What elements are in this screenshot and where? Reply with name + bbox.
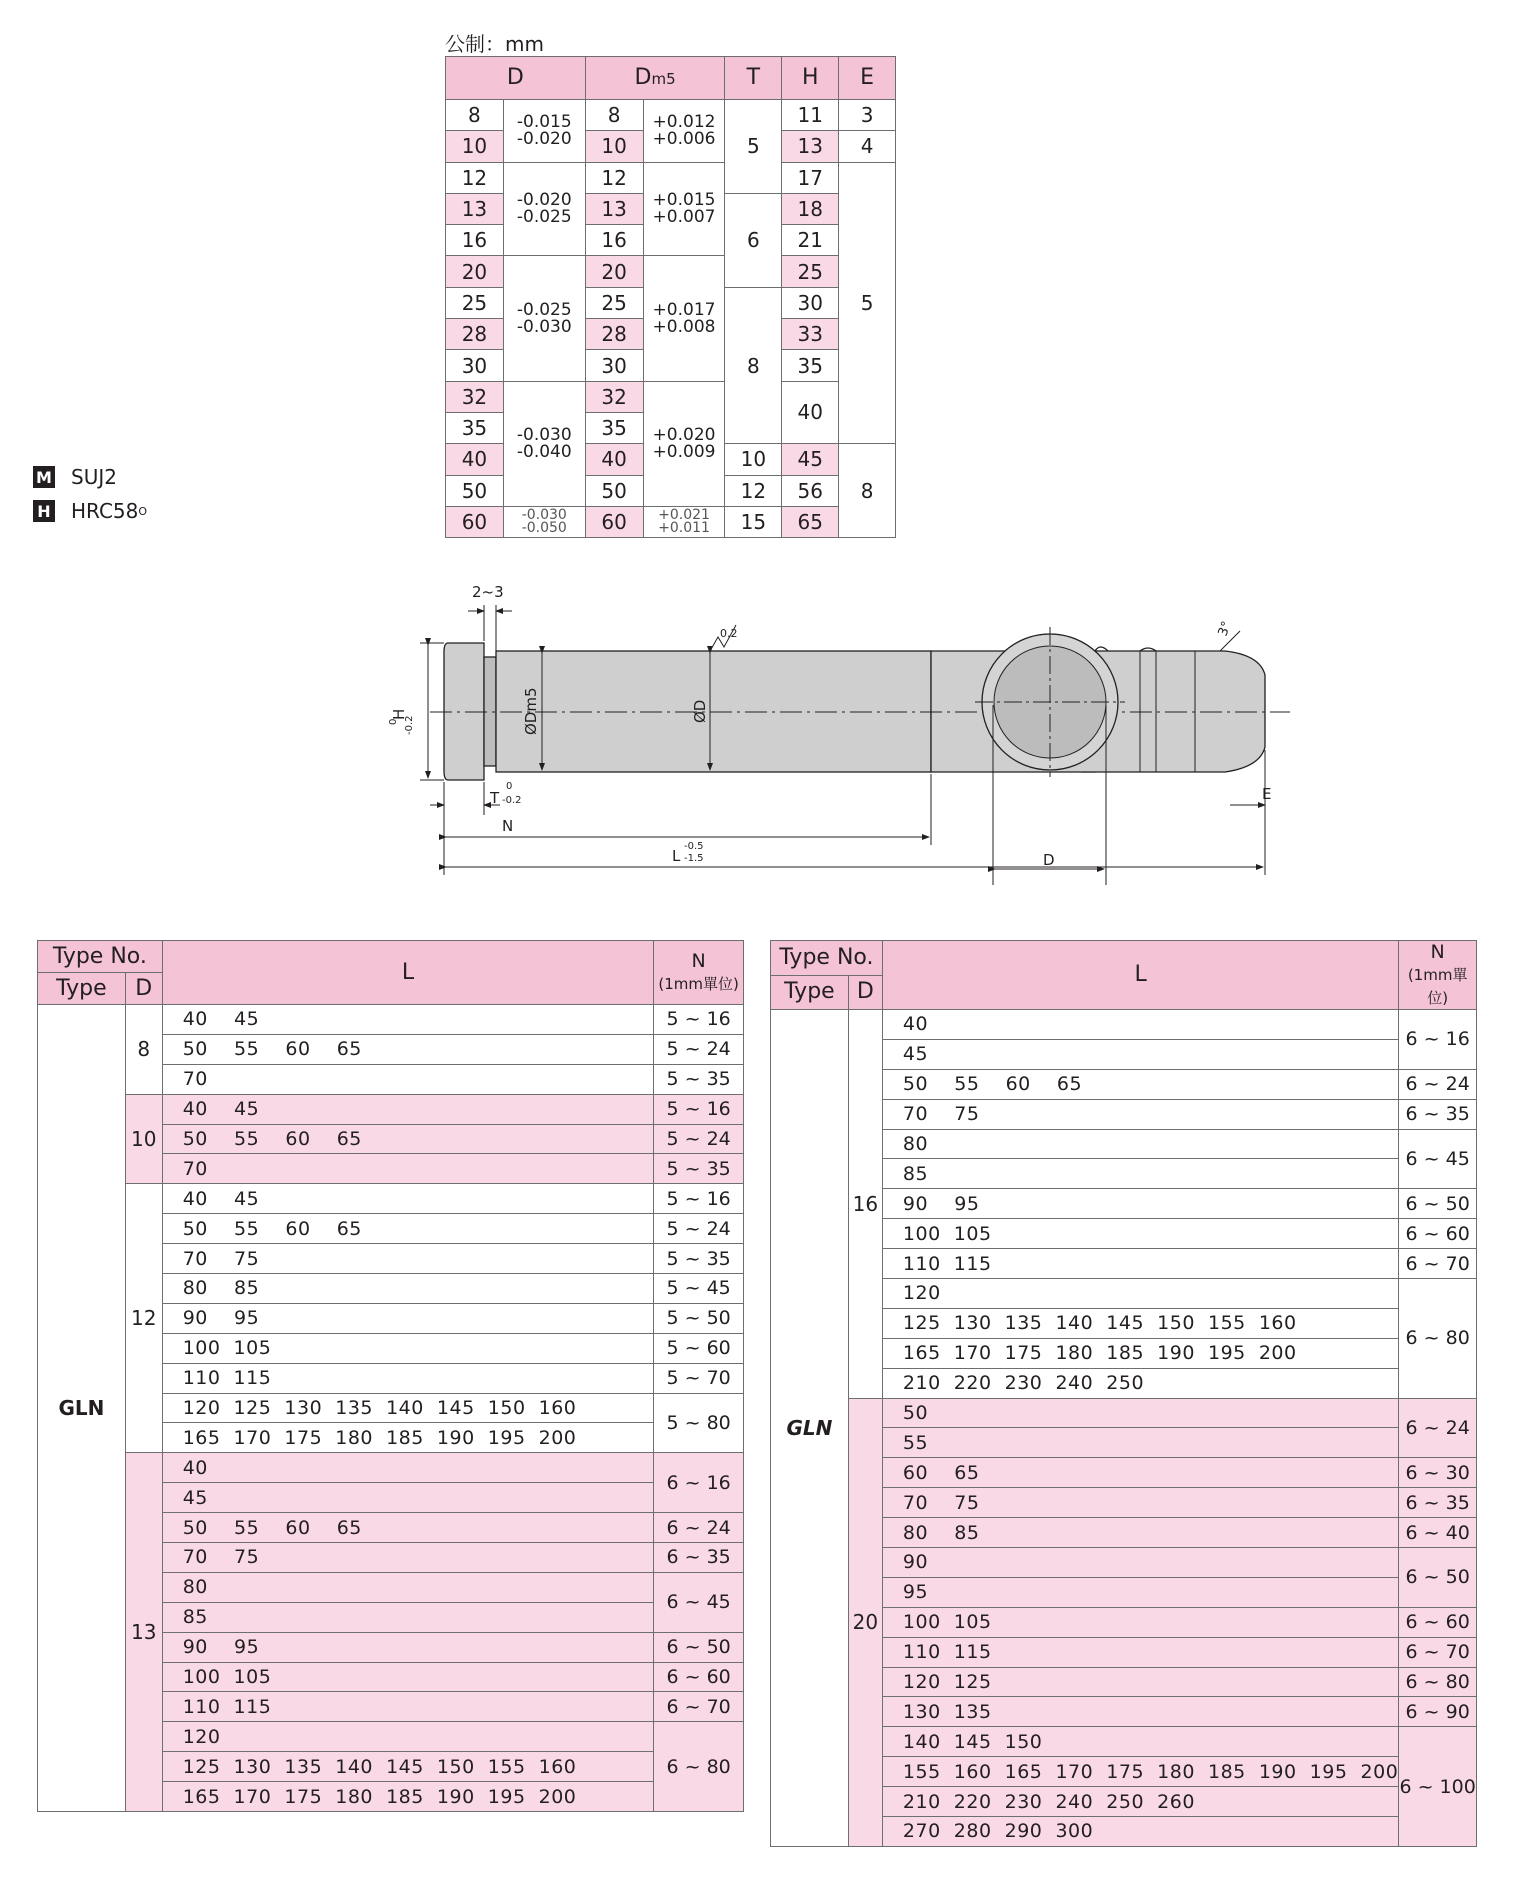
e-label: E: [1262, 785, 1272, 803]
table-row: [38, 1453, 744, 1483]
n-cell: 5 ~ 70: [654, 1363, 744, 1393]
spec-h: 35: [782, 350, 839, 381]
spec-row: [446, 162, 896, 193]
type-cell: GLN: [771, 1010, 849, 1847]
l-cell: 70: [162, 1154, 654, 1184]
spec-dm: 13: [585, 193, 643, 224]
n-cell: 6 ~ 70: [1399, 1637, 1477, 1667]
l-cell: 60 65: [882, 1458, 1398, 1488]
spec-d-tol: -0.030 -0.050: [503, 506, 585, 537]
l-label: L: [672, 847, 681, 865]
l-cell: 110 115: [882, 1249, 1398, 1279]
end-view-d-label: D: [1043, 851, 1055, 869]
spec-dm: 20: [585, 256, 643, 287]
d-cell: 12: [125, 1184, 162, 1453]
spec-row: [446, 100, 896, 131]
type-header: Type: [38, 973, 126, 1005]
l-cell: 130 135: [882, 1697, 1398, 1727]
right-size-table: [770, 940, 1477, 1847]
d-cell: 20: [848, 1398, 882, 1846]
spec-dm: 25: [585, 287, 643, 318]
spec-h: 40: [782, 381, 839, 444]
d-cell: 13: [125, 1453, 162, 1812]
l-cell: 120: [162, 1722, 654, 1752]
n-cell: 5 ~ 35: [654, 1154, 744, 1184]
n-cell: 5 ~ 50: [654, 1303, 744, 1333]
spec-row: [446, 506, 896, 537]
spec-dm: 12: [585, 162, 643, 193]
type-no-header: Type No.: [38, 941, 163, 973]
dimension-spec-table: [445, 56, 896, 538]
l-cell: 80 85: [162, 1274, 654, 1304]
dim-2-3-label: 2~3: [472, 583, 504, 601]
d-label: ØD: [691, 699, 709, 723]
spec-d: 40: [446, 444, 504, 475]
spec-h: 18: [782, 193, 839, 224]
l-cell: 80: [162, 1572, 654, 1602]
n-cell: 6 ~ 16: [654, 1453, 744, 1513]
spec-d: 20: [446, 256, 504, 287]
spec-header-e: E: [839, 57, 896, 100]
l-cell: 50 55 60 65: [162, 1214, 654, 1244]
spec-d-tol: -0.030 -0.040: [503, 381, 585, 506]
spec-t: 5: [725, 100, 782, 194]
spec-e: 4: [839, 131, 896, 162]
spec-d: 32: [446, 381, 504, 412]
spec-h: 25: [782, 256, 839, 287]
h-tol-top: 0: [388, 718, 399, 725]
spec-dm-tol: +0.021 +0.011: [643, 506, 725, 537]
l-cell: 270 280 290 300: [882, 1817, 1398, 1847]
spec-t: 8: [725, 287, 782, 443]
end-view-drawing: [975, 625, 1135, 890]
table-row: [771, 1010, 1477, 1040]
l-cell: 45: [882, 1039, 1398, 1069]
l-cell: 110 115: [162, 1363, 654, 1393]
spec-dm: 32: [585, 381, 643, 412]
d-cell: 10: [125, 1094, 162, 1184]
material-legend: [33, 465, 147, 533]
l-cell: 120 125: [882, 1667, 1398, 1697]
spec-t: 10: [725, 444, 782, 475]
table-row: [38, 1184, 744, 1214]
spec-dm: 28: [585, 319, 643, 350]
t-label: T: [490, 789, 500, 807]
legend-material-text: SUJ2: [71, 465, 117, 489]
spec-d: 10: [446, 131, 504, 162]
legend-hardness-text: HRC58: [71, 499, 139, 523]
spec-row: [446, 256, 896, 287]
spec-header-row: [446, 57, 896, 100]
l-cell: 85: [882, 1159, 1398, 1189]
l-cell: 90 95: [162, 1632, 654, 1662]
d-header: D: [848, 975, 882, 1010]
l-cell: 100 105: [882, 1219, 1398, 1249]
n-cell: 5 ~ 80: [654, 1393, 744, 1453]
type-cell: GLN: [38, 1005, 126, 1812]
l-cell: 125 130 135 140 145 150 155 160: [882, 1308, 1398, 1338]
hardness-icon: H: [33, 500, 55, 522]
l-cell: 50 55 60 65: [162, 1513, 654, 1543]
n-cell: 5 ~ 35: [654, 1244, 744, 1274]
l-cell: 90: [882, 1548, 1398, 1578]
d-header: D: [125, 973, 162, 1005]
spec-dm-tol: +0.020 +0.009: [643, 381, 725, 506]
table-row: [38, 1005, 744, 1035]
l-cell: 100 105: [162, 1662, 654, 1692]
table-row: [38, 1094, 744, 1124]
l-cell: 90 95: [162, 1303, 654, 1333]
spec-d-tol: -0.015 -0.020: [503, 100, 585, 163]
spec-header-dm5: Dm5: [585, 57, 725, 100]
l-cell: 40: [882, 1010, 1398, 1040]
n-cell: 6 ~ 80: [1399, 1279, 1477, 1399]
spec-dm-tol: +0.015 +0.007: [643, 162, 725, 256]
n-cell: 5 ~ 16: [654, 1184, 744, 1214]
spec-h: 17: [782, 162, 839, 193]
spec-t: 6: [725, 193, 782, 287]
n-cell: 6 ~ 35: [654, 1543, 744, 1573]
legend-hardness: [33, 499, 147, 523]
l-cell: 40 45: [162, 1005, 654, 1035]
spec-dm: 60: [585, 506, 643, 537]
spec-dm: 40: [585, 444, 643, 475]
left-size-table: [37, 940, 744, 1812]
n-cell: 6 ~ 40: [1399, 1518, 1477, 1548]
l-cell: 40: [162, 1453, 654, 1483]
n-cell: 6 ~ 80: [1399, 1667, 1477, 1697]
spec-dm: 10: [585, 131, 643, 162]
l-cell: 85: [162, 1602, 654, 1632]
n-cell: 6 ~ 24: [654, 1513, 744, 1543]
n-cell: 6 ~ 45: [654, 1572, 744, 1632]
l-cell: 100 105: [882, 1607, 1398, 1637]
n-header: N (1mm單位): [1399, 941, 1477, 1010]
l-tol-bot: -1.5: [684, 853, 704, 864]
l-header: L: [162, 941, 654, 1005]
degree-sup: O: [138, 504, 148, 518]
d-cell: 8: [125, 1005, 162, 1095]
spec-dm: 50: [585, 475, 643, 506]
l-cell: 165 170 175 180 185 190 195 200: [882, 1338, 1398, 1368]
n-cell: 6 ~ 60: [1399, 1607, 1477, 1637]
spec-d: 12: [446, 162, 504, 193]
l-cell: 45: [162, 1483, 654, 1513]
h-label: H: [390, 708, 408, 720]
spec-h: 21: [782, 225, 839, 256]
spec-h: 11: [782, 100, 839, 131]
spec-dm-tol: +0.017 +0.008: [643, 256, 725, 381]
l-cell: 70 75: [882, 1099, 1398, 1129]
l-cell: 90 95: [882, 1189, 1398, 1219]
spec-header-t: T: [725, 57, 782, 100]
material-icon: M: [33, 466, 55, 488]
n-header: N (1mm單位): [654, 941, 744, 1005]
n-cell: 5 ~ 45: [654, 1274, 744, 1304]
d-cell: 16: [848, 1010, 882, 1399]
n-cell: 6 ~ 24: [1399, 1069, 1477, 1099]
l-cell: 70 75: [882, 1488, 1398, 1518]
spec-h: 65: [782, 506, 839, 537]
spec-t: 12: [725, 475, 782, 506]
l-cell: 210 220 230 240 250 260: [882, 1787, 1398, 1817]
t-tol-top: 0: [506, 781, 513, 792]
n-cell: 6 ~ 50: [1399, 1189, 1477, 1219]
n-cell: 5 ~ 24: [654, 1214, 744, 1244]
spec-h: 33: [782, 319, 839, 350]
spec-e: 5: [839, 162, 896, 444]
spec-d: 13: [446, 193, 504, 224]
spec-h: 56: [782, 475, 839, 506]
spec-h: 13: [782, 131, 839, 162]
dm5-label: ØDm5: [522, 687, 540, 735]
l-cell: 95: [882, 1577, 1398, 1607]
l-cell: 165 170 175 180 185 190 195 200: [162, 1782, 654, 1812]
table-row: [771, 1398, 1477, 1428]
l-cell: 50 55 60 65: [162, 1034, 654, 1064]
l-cell: 110 115: [162, 1692, 654, 1722]
spec-e: 8: [839, 444, 896, 538]
n-cell: 6 ~ 70: [654, 1692, 744, 1722]
spec-header-h: H: [782, 57, 839, 100]
n-cell: 6 ~ 45: [1399, 1129, 1477, 1189]
type-header: Type: [771, 975, 849, 1010]
l-cell: 140 145 150: [882, 1727, 1398, 1757]
spec-d-tol: -0.025 -0.030: [503, 256, 585, 381]
l-cell: 50: [882, 1398, 1398, 1428]
spec-d: 28: [446, 319, 504, 350]
n-cell: 6 ~ 60: [654, 1662, 744, 1692]
l-cell: 110 115: [882, 1637, 1398, 1667]
n-cell: 5 ~ 24: [654, 1034, 744, 1064]
l-cell: 210 220 230 240 250: [882, 1368, 1398, 1398]
n-cell: 6 ~ 90: [1399, 1697, 1477, 1727]
spec-d: 8: [446, 100, 504, 131]
l-cell: 120 125 130 135 140 145 150 160: [162, 1393, 654, 1423]
n-cell: 6 ~ 50: [1399, 1548, 1477, 1608]
n-cell: 6 ~ 50: [654, 1632, 744, 1662]
l-tol-top: -0.5: [684, 841, 704, 852]
spec-d: 60: [446, 506, 504, 537]
spec-d: 30: [446, 350, 504, 381]
n-label: N: [502, 817, 514, 835]
l-cell: 100 105: [162, 1333, 654, 1363]
h-tol-bot: -0.2: [404, 715, 415, 735]
l-cell: 155 160 165 170 175 180 185 190 195 200: [882, 1757, 1398, 1787]
legend-material: [33, 465, 147, 489]
spec-d: 16: [446, 225, 504, 256]
l-cell: 50 55 60 65: [882, 1069, 1398, 1099]
l-cell: 80: [882, 1129, 1398, 1159]
n-cell: 6 ~ 35: [1399, 1488, 1477, 1518]
spec-h: 45: [782, 444, 839, 475]
l-cell: 120: [882, 1279, 1398, 1309]
spec-h: 30: [782, 287, 839, 318]
n-cell: 6 ~ 80: [654, 1722, 744, 1812]
spec-dm: 8: [585, 100, 643, 131]
spec-d: 35: [446, 412, 504, 443]
n-cell: 6 ~ 60: [1399, 1219, 1477, 1249]
n-cell: 5 ~ 35: [654, 1064, 744, 1094]
angle-3-label: 3°: [1215, 619, 1235, 639]
spec-dm: 35: [585, 412, 643, 443]
spec-d: 50: [446, 475, 504, 506]
unit-label: 公制：mm: [445, 32, 544, 56]
n-cell: 6 ~ 30: [1399, 1458, 1477, 1488]
n-cell: 6 ~ 24: [1399, 1398, 1477, 1458]
spec-row: [446, 381, 896, 412]
l-cell: 50 55 60 65: [162, 1124, 654, 1154]
n-cell: 5 ~ 16: [654, 1094, 744, 1124]
n-cell: 5 ~ 60: [654, 1333, 744, 1363]
spec-dm: 30: [585, 350, 643, 381]
spec-e: 3: [839, 100, 896, 131]
l-cell: 165 170 175 180 185 190 195 200: [162, 1423, 654, 1453]
n-cell: 6 ~ 35: [1399, 1099, 1477, 1129]
n-cell: 6 ~ 16: [1399, 1010, 1477, 1070]
spec-header-d: D: [446, 57, 586, 100]
l-cell: 70: [162, 1064, 654, 1094]
l-cell: 40 45: [162, 1184, 654, 1214]
spec-dm: 16: [585, 225, 643, 256]
type-no-header: Type No.: [771, 941, 883, 976]
n-cell: 5 ~ 24: [654, 1124, 744, 1154]
n-cell: 6 ~ 100: [1399, 1727, 1477, 1847]
l-cell: 70 75: [162, 1543, 654, 1573]
l-header: L: [882, 941, 1398, 1010]
l-cell: 80 85: [882, 1518, 1398, 1548]
n-cell: 5 ~ 16: [654, 1005, 744, 1035]
n-cell: 6 ~ 70: [1399, 1249, 1477, 1279]
surface-finish-label: 0.2: [720, 627, 738, 640]
t-tol-bot: -0.2: [502, 795, 522, 806]
spec-t: 15: [725, 506, 782, 537]
spec-d: 25: [446, 287, 504, 318]
l-cell: 55: [882, 1428, 1398, 1458]
l-cell: 125 130 135 140 145 150 155 160: [162, 1752, 654, 1782]
spec-d-tol: -0.020 -0.025: [503, 162, 585, 256]
l-cell: 70 75: [162, 1244, 654, 1274]
l-cell: 40 45: [162, 1094, 654, 1124]
spec-dm-tol: +0.012 +0.006: [643, 100, 725, 163]
